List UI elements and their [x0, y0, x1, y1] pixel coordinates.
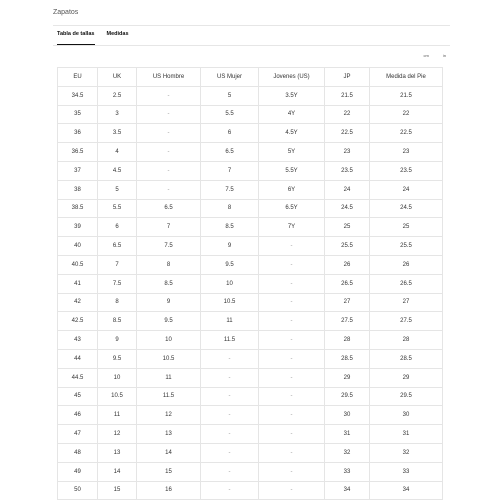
table-cell: - [201, 462, 259, 481]
table-cell: 4 [98, 143, 137, 162]
table-cell: 15 [137, 462, 201, 481]
section-title: Zapatos [53, 9, 79, 16]
table-cell: 3 [98, 105, 137, 124]
table-cell: 5.5Y [259, 161, 325, 180]
table-cell: 11 [201, 312, 259, 331]
table-cell: 49 [58, 462, 98, 481]
table-row [58, 105, 443, 124]
table-cell: 9 [201, 237, 259, 256]
table-cell: 23 [370, 143, 443, 162]
table-cell: 22.5 [370, 124, 443, 143]
table-cell: 7 [137, 218, 201, 237]
table-row [58, 312, 443, 331]
table-cell: 5.5 [98, 199, 137, 218]
table-cell: 4.5Y [259, 124, 325, 143]
table-cell: 10 [201, 274, 259, 293]
table-row [58, 218, 443, 237]
divider [53, 25, 450, 26]
table-cell: 30 [370, 406, 443, 425]
table-row [58, 349, 443, 368]
table-body [58, 86, 443, 500]
table-cell: 8.5 [201, 218, 259, 237]
table-row [58, 368, 443, 387]
table-cell: 33 [370, 462, 443, 481]
table-cell: - [201, 425, 259, 444]
table-cell: 29 [370, 368, 443, 387]
table-cell: - [201, 406, 259, 425]
table-cell: 12 [137, 406, 201, 425]
table-cell: 31 [325, 425, 370, 444]
table-cell: 22 [370, 105, 443, 124]
table-cell: 6.5 [201, 143, 259, 162]
table-cell: 22.5 [325, 124, 370, 143]
table-cell: 4Y [259, 105, 325, 124]
table-cell: 38 [58, 180, 98, 199]
table-cell: - [259, 237, 325, 256]
table-cell: 2.5 [98, 86, 137, 105]
table-cell: 27 [325, 293, 370, 312]
table-cell: 10 [137, 331, 201, 350]
table-cell: 25 [325, 218, 370, 237]
table-cell: 8 [137, 255, 201, 274]
table-cell: 8.5 [137, 274, 201, 293]
table-cell: 35 [58, 105, 98, 124]
table-cell: 32 [370, 443, 443, 462]
table-cell: 42.5 [58, 312, 98, 331]
table-cell: - [137, 143, 201, 162]
unit-in-option[interactable]: in [442, 53, 446, 58]
table-cell: 6 [201, 124, 259, 143]
table-cell: 38.5 [58, 199, 98, 218]
table-cell: 16 [137, 481, 201, 500]
table-cell: - [137, 105, 201, 124]
table-cell: 29 [325, 368, 370, 387]
table-row [58, 293, 443, 312]
table-cell: 10 [98, 368, 137, 387]
column-header: UK [98, 68, 137, 87]
table-cell: 7.5 [201, 180, 259, 199]
column-header: Medida del Pie [370, 68, 443, 87]
table-cell: 5.5 [201, 105, 259, 124]
table-cell: 45 [58, 387, 98, 406]
table-cell: 11 [98, 406, 137, 425]
table-cell: 10.5 [201, 293, 259, 312]
table-cell: 40.5 [58, 255, 98, 274]
table-cell: 6.5Y [259, 199, 325, 218]
table-cell: 26 [370, 255, 443, 274]
table-cell: - [259, 293, 325, 312]
table-cell: - [259, 368, 325, 387]
table-cell: 10.5 [98, 387, 137, 406]
table-cell: 9 [98, 331, 137, 350]
table-cell: 27.5 [325, 312, 370, 331]
table-cell: 48 [58, 443, 98, 462]
table-cell: 15 [98, 481, 137, 500]
table-cell: 13 [98, 443, 137, 462]
table-cell: 13 [137, 425, 201, 444]
table-row [58, 425, 443, 444]
table-cell: 24 [370, 180, 443, 199]
table-cell: - [259, 406, 325, 425]
column-header: US Hombre [137, 68, 201, 87]
table-cell: - [201, 387, 259, 406]
table-cell: 6Y [259, 180, 325, 199]
table-row [58, 86, 443, 105]
column-header: Jovenes (US) [259, 68, 325, 87]
table-cell: 6.5 [98, 237, 137, 256]
table-cell: 7Y [259, 218, 325, 237]
table-cell: 22 [325, 105, 370, 124]
table-cell: 6 [98, 218, 137, 237]
table-cell: 8 [98, 293, 137, 312]
table-header-row [58, 68, 443, 87]
table-row [58, 143, 443, 162]
column-header: US Mujer [201, 68, 259, 87]
column-header: EU [58, 68, 98, 87]
table-cell: 46 [58, 406, 98, 425]
table-cell: 9 [137, 293, 201, 312]
table-cell: 24.5 [370, 199, 443, 218]
table-cell: 8.5 [98, 312, 137, 331]
table-cell: 44 [58, 349, 98, 368]
table-row [58, 462, 443, 481]
table-row [58, 331, 443, 350]
table-cell: 34 [325, 481, 370, 500]
table-cell: 25.5 [370, 237, 443, 256]
table-cell: 30 [325, 406, 370, 425]
table-cell: 3.5Y [259, 86, 325, 105]
table-cell: - [259, 425, 325, 444]
table-cell: 47 [58, 425, 98, 444]
table-cell: 11.5 [201, 331, 259, 350]
table-cell: 34.5 [58, 86, 98, 105]
table-row [58, 180, 443, 199]
size-table [57, 67, 443, 500]
table-cell: - [259, 331, 325, 350]
table-row [58, 274, 443, 293]
divider [53, 45, 450, 46]
table-cell: 7 [201, 161, 259, 180]
table-cell: 42 [58, 293, 98, 312]
table-cell: 36 [58, 124, 98, 143]
unit-toggle [424, 53, 446, 58]
table-cell: 32 [325, 443, 370, 462]
table-cell: 23 [325, 143, 370, 162]
table-cell: - [201, 481, 259, 500]
table-cell: 25.5 [325, 237, 370, 256]
table-cell: 28.5 [325, 349, 370, 368]
table-cell: 39 [58, 218, 98, 237]
table-cell: 4.5 [98, 161, 137, 180]
table-cell: 9.5 [201, 255, 259, 274]
table-cell: 36.5 [58, 143, 98, 162]
table-cell: 8 [201, 199, 259, 218]
table-row [58, 481, 443, 500]
table-cell: 25 [370, 218, 443, 237]
table-cell: - [259, 462, 325, 481]
table-cell: 21.5 [325, 86, 370, 105]
table-cell: 10.5 [137, 349, 201, 368]
table-cell: 6.5 [137, 199, 201, 218]
table-cell: 41 [58, 274, 98, 293]
table-row [58, 443, 443, 462]
table-row [58, 199, 443, 218]
table-cell: - [201, 443, 259, 462]
table-cell: 9.5 [137, 312, 201, 331]
column-header: JP [325, 68, 370, 87]
table-cell: 7.5 [98, 274, 137, 293]
table-cell: 34 [370, 481, 443, 500]
table-cell: 26.5 [325, 274, 370, 293]
table-row [58, 124, 443, 143]
table-cell: 33 [325, 462, 370, 481]
table-cell: - [201, 349, 259, 368]
table-cell: - [259, 274, 325, 293]
table-cell: 24 [325, 180, 370, 199]
table-cell: 5 [98, 180, 137, 199]
table-row [58, 387, 443, 406]
table-cell: - [137, 86, 201, 105]
table-cell: 7.5 [137, 237, 201, 256]
table-cell: 26 [325, 255, 370, 274]
table-cell: - [259, 481, 325, 500]
table-cell: 50 [58, 481, 98, 500]
table-cell: - [137, 180, 201, 199]
table-cell: 24.5 [325, 199, 370, 218]
table-cell: 5Y [259, 143, 325, 162]
table-cell: - [137, 161, 201, 180]
table-cell: - [259, 443, 325, 462]
table-cell: 11 [137, 368, 201, 387]
table-row [58, 237, 443, 256]
table-cell: 43 [58, 331, 98, 350]
table-row [58, 406, 443, 425]
table-cell: 9.5 [98, 349, 137, 368]
tab-bar [57, 31, 129, 45]
table-cell: 5 [201, 86, 259, 105]
table-cell: 14 [137, 443, 201, 462]
table-cell: 7 [98, 255, 137, 274]
table-cell: 28 [325, 331, 370, 350]
table-cell: 28 [370, 331, 443, 350]
table-cell: - [259, 387, 325, 406]
table-cell: 31 [370, 425, 443, 444]
table-cell: 12 [98, 425, 137, 444]
table-cell: - [201, 368, 259, 387]
table-cell: 11.5 [137, 387, 201, 406]
table-cell: 29.5 [370, 387, 443, 406]
tab-size-chart[interactable]: Tabla de tallas [57, 31, 95, 45]
table-cell: 23.5 [325, 161, 370, 180]
table-cell: 26.5 [370, 274, 443, 293]
table-cell: 23.5 [370, 161, 443, 180]
table-row [58, 161, 443, 180]
table-cell: 44.5 [58, 368, 98, 387]
table-cell: - [259, 349, 325, 368]
table-cell: - [137, 124, 201, 143]
table-cell: 40 [58, 237, 98, 256]
table-cell: 14 [98, 462, 137, 481]
table-cell: 29.5 [325, 387, 370, 406]
table-cell: - [259, 255, 325, 274]
table-cell: - [259, 312, 325, 331]
table-row [58, 255, 443, 274]
table-cell: 37 [58, 161, 98, 180]
unit-cm-option[interactable]: cm [423, 53, 429, 58]
table-cell: 3.5 [98, 124, 137, 143]
table-cell: 28.5 [370, 349, 443, 368]
table-cell: 21.5 [370, 86, 443, 105]
tab-measurements[interactable]: Medidas [106, 31, 129, 37]
table-cell: 27 [370, 293, 443, 312]
table-cell: 27.5 [370, 312, 443, 331]
